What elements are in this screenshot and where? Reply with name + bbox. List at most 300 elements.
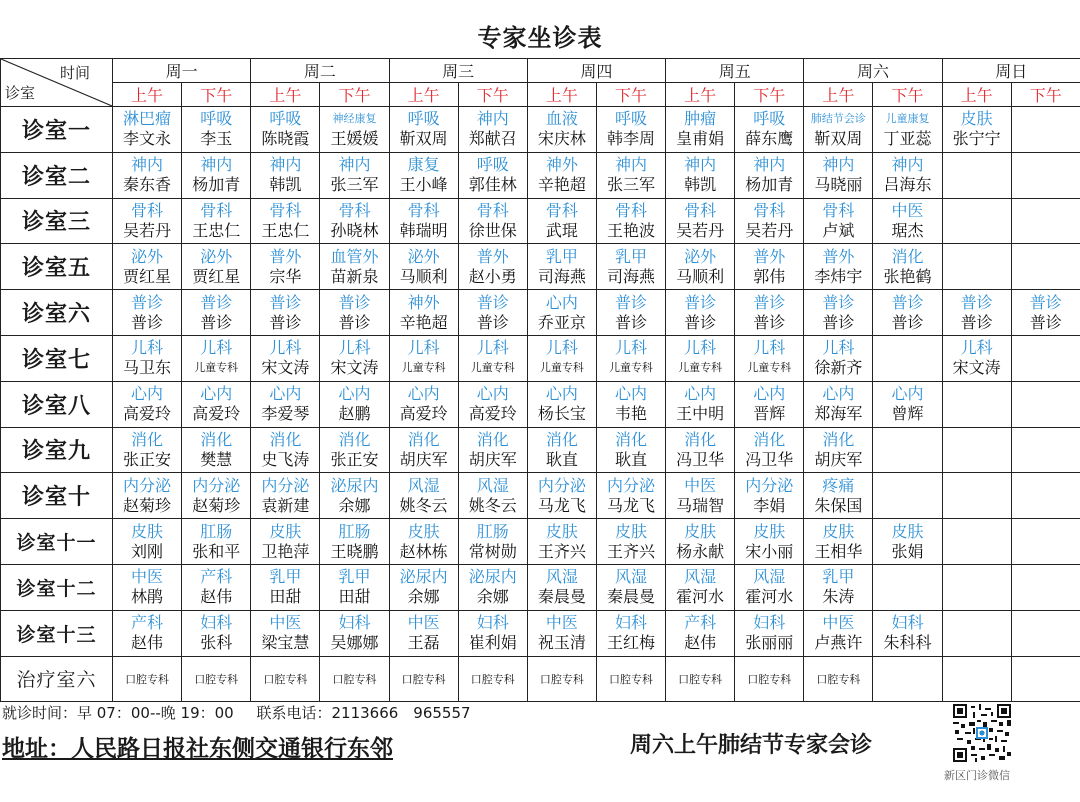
department-label: 泌尿内 xyxy=(399,567,448,587)
schedule-cell xyxy=(527,244,596,290)
treatment-cell xyxy=(320,656,389,701)
department-label: 骨科 xyxy=(476,200,509,220)
schedule-cell xyxy=(735,107,804,153)
department-label: 神内 xyxy=(891,155,924,175)
department-label: 骨科 xyxy=(753,200,786,220)
doctor-name: 祝玉清 xyxy=(537,633,586,653)
doctor-name: 张丽丽 xyxy=(745,633,794,653)
doctor-name: 史飞涛 xyxy=(261,449,310,469)
doctor-name: 姚冬云 xyxy=(399,495,448,515)
doctor-name: 余娜 xyxy=(407,587,440,607)
schedule-cell xyxy=(320,610,389,656)
schedule-cell xyxy=(320,427,389,473)
clinic-label: 口腔专科 xyxy=(401,672,446,686)
department-label: 产科 xyxy=(131,613,164,633)
department-label: 中医 xyxy=(407,613,440,633)
qr-code-icon[interactable] xyxy=(953,704,1011,762)
department-label: 神外 xyxy=(407,292,440,312)
department-label: 皮肤 xyxy=(891,521,924,541)
schedule-cell xyxy=(458,335,527,381)
doctor-name: 卢斌 xyxy=(822,220,855,240)
department-label: 呼吸 xyxy=(407,109,440,129)
doctor-name: 高爱玲 xyxy=(468,404,517,424)
schedule-cell xyxy=(182,290,251,336)
treatment-cell xyxy=(113,656,182,701)
schedule-cell xyxy=(389,473,458,519)
doctor-name: 王磊 xyxy=(407,633,440,653)
room-name: 诊室十二 xyxy=(1,564,113,610)
schedule-cell xyxy=(527,152,596,198)
room-row xyxy=(1,290,1080,336)
schedule-cell xyxy=(942,519,1011,565)
doctor-name: 杨加青 xyxy=(745,175,794,195)
schedule-cell xyxy=(251,152,320,198)
schedule-cell xyxy=(942,107,1011,153)
doctor-name: 曾辉 xyxy=(891,404,924,424)
schedule-cell xyxy=(182,198,251,244)
schedule-cell xyxy=(320,381,389,427)
schedule-cell xyxy=(1011,610,1080,656)
department-label: 神内 xyxy=(269,155,302,175)
doctor-name: 普诊 xyxy=(960,312,993,332)
department-label: 神内 xyxy=(614,155,647,175)
schedule-cell xyxy=(389,198,458,244)
schedule-cell xyxy=(113,473,182,519)
doctor-name: 晋辉 xyxy=(753,404,786,424)
doctor-name: 郑海军 xyxy=(814,404,863,424)
department-label: 儿科 xyxy=(960,338,993,358)
schedule-cell xyxy=(735,244,804,290)
doctor-name: 儿童专科 xyxy=(194,361,239,375)
doctor-name: 王红梅 xyxy=(606,633,655,653)
department-label: 普诊 xyxy=(960,292,993,312)
department-label: 中医 xyxy=(131,567,164,587)
clinic-label: 口腔专科 xyxy=(470,672,515,686)
department-label: 妇科 xyxy=(200,613,233,633)
schedule-cell xyxy=(458,519,527,565)
schedule-cell xyxy=(735,335,804,381)
schedule-cell xyxy=(873,290,942,336)
schedule-cell xyxy=(389,290,458,336)
doctor-name: 宋文涛 xyxy=(952,358,1001,378)
schedule-cell xyxy=(735,519,804,565)
department-label: 骨科 xyxy=(684,200,717,220)
doctor-name: 韩凯 xyxy=(269,175,302,195)
schedule-cell xyxy=(666,107,735,153)
doctor-name: 胡庆军 xyxy=(468,449,517,469)
schedule-cell xyxy=(596,473,665,519)
schedule-cell xyxy=(804,427,873,473)
schedule-cell xyxy=(320,335,389,381)
doctor-name: 陈晓霞 xyxy=(261,129,310,149)
schedule-cell xyxy=(113,244,182,290)
department-label: 骨科 xyxy=(545,200,578,220)
clinic-label: 口腔专科 xyxy=(539,672,584,686)
department-label: 心内 xyxy=(753,384,786,404)
schedule-cell xyxy=(942,152,1011,198)
department-label: 中医 xyxy=(269,613,302,633)
clinic-label: 口腔专科 xyxy=(332,672,377,686)
qr-caption: 新区门诊微信 xyxy=(944,769,1010,782)
department-label: 儿科 xyxy=(614,338,647,358)
contact-phone: 联系电话：2113666 965557 xyxy=(256,704,471,722)
schedule-cell xyxy=(804,381,873,427)
room-row xyxy=(1,564,1080,610)
morning-header: 上午 xyxy=(527,83,596,107)
schedule-cell xyxy=(873,335,942,381)
doctor-name: 林鹃 xyxy=(131,587,164,607)
room-row xyxy=(1,610,1080,656)
doctor-name: 靳双周 xyxy=(814,129,863,149)
department-label: 神内 xyxy=(753,155,786,175)
schedule-cell xyxy=(873,519,942,565)
room-name: 诊室十一 xyxy=(1,519,113,565)
department-label: 儿童康复 xyxy=(885,112,930,126)
schedule-cell xyxy=(182,427,251,473)
schedule-cell xyxy=(666,290,735,336)
department-label: 产科 xyxy=(684,613,717,633)
day-header: 周三 xyxy=(389,59,527,83)
schedule-cell xyxy=(458,152,527,198)
department-label: 皮肤 xyxy=(822,521,855,541)
afternoon-header: 下午 xyxy=(320,83,389,107)
schedule-cell xyxy=(873,152,942,198)
schedule-cell xyxy=(113,427,182,473)
schedule-cell xyxy=(735,198,804,244)
department-label: 普诊 xyxy=(200,292,233,312)
schedule-cell xyxy=(113,335,182,381)
clinic-label: 口腔专科 xyxy=(678,672,723,686)
schedule-cell xyxy=(527,519,596,565)
schedule-cell xyxy=(251,290,320,336)
doctor-name: 宗华 xyxy=(269,266,302,286)
schedule-cell xyxy=(320,290,389,336)
schedule-cell xyxy=(527,564,596,610)
doctor-name: 李爱琴 xyxy=(261,404,310,424)
schedule-cell xyxy=(873,427,942,473)
schedule-cell xyxy=(873,244,942,290)
treatment-cell xyxy=(942,656,1011,701)
doctor-name: 普诊 xyxy=(891,312,924,332)
doctor-name: 赵伟 xyxy=(131,633,164,653)
doctor-name: 儿童专科 xyxy=(401,361,446,375)
doctor-name: 秦晨曼 xyxy=(537,587,586,607)
morning-header: 上午 xyxy=(389,83,458,107)
schedule-cell xyxy=(666,610,735,656)
schedule-cell xyxy=(458,564,527,610)
schedule-cell xyxy=(873,564,942,610)
doctor-name: 宋小丽 xyxy=(745,541,794,561)
doctor-name: 武琨 xyxy=(545,220,578,240)
schedule-cell xyxy=(320,519,389,565)
schedule-cell xyxy=(1011,107,1080,153)
schedule-cell xyxy=(320,198,389,244)
department-label: 泌外 xyxy=(131,246,164,266)
department-label: 神经康复 xyxy=(332,112,377,126)
schedule-cell xyxy=(666,427,735,473)
schedule-cell xyxy=(735,152,804,198)
doctor-name: 王齐兴 xyxy=(537,541,586,561)
doctor-name: 赵伟 xyxy=(684,633,717,653)
schedule-cell xyxy=(251,519,320,565)
department-label: 神内 xyxy=(338,155,371,175)
doctor-name: 吴若丹 xyxy=(745,220,794,240)
doctor-name: 杨加青 xyxy=(192,175,241,195)
doctor-name: 杨永献 xyxy=(676,541,725,561)
room-name: 诊室六 xyxy=(1,290,113,336)
doctor-name: 司海燕 xyxy=(537,266,586,286)
schedule-cell xyxy=(596,519,665,565)
schedule-cell xyxy=(804,107,873,153)
schedule-cell xyxy=(666,335,735,381)
doctor-name: 韩凯 xyxy=(684,175,717,195)
doctor-name: 王忠仁 xyxy=(261,220,310,240)
department-label: 骨科 xyxy=(131,200,164,220)
schedule-cell xyxy=(320,152,389,198)
doctor-name: 王小峰 xyxy=(399,175,448,195)
doctor-name: 高爱玲 xyxy=(399,404,448,424)
doctor-name: 赵菊珍 xyxy=(192,495,241,515)
treatment-cell xyxy=(251,656,320,701)
schedule-table xyxy=(0,58,1080,702)
room-name: 诊室三 xyxy=(1,198,113,244)
doctor-name: 张娟 xyxy=(891,541,924,561)
department-label: 儿科 xyxy=(684,338,717,358)
schedule-cell xyxy=(389,381,458,427)
schedule-cell xyxy=(873,107,942,153)
department-label: 心内 xyxy=(684,384,717,404)
doctor-name: 宋文涛 xyxy=(330,358,379,378)
schedule-cell xyxy=(666,198,735,244)
department-label: 儿科 xyxy=(407,338,440,358)
schedule-cell xyxy=(527,610,596,656)
schedule-cell xyxy=(182,610,251,656)
department-label: 皮肤 xyxy=(614,521,647,541)
doctor-name: 普诊 xyxy=(753,312,786,332)
doctor-name: 王艳波 xyxy=(606,220,655,240)
doctor-name: 赵鹏 xyxy=(338,404,371,424)
clinic-label: 口腔专科 xyxy=(263,672,308,686)
doctor-name: 耿直 xyxy=(614,449,647,469)
department-label: 泌尿内 xyxy=(468,567,517,587)
doctor-name: 辛艳超 xyxy=(537,175,586,195)
doctor-name: 司海燕 xyxy=(606,266,655,286)
department-label: 妇科 xyxy=(614,613,647,633)
doctor-name: 秦东香 xyxy=(123,175,172,195)
doctor-name: 郑献召 xyxy=(468,129,517,149)
doctor-name: 李娟 xyxy=(753,495,786,515)
doctor-name: 丁亚蕊 xyxy=(883,129,932,149)
schedule-cell xyxy=(458,290,527,336)
treatment-cell xyxy=(527,656,596,701)
department-label: 心内 xyxy=(822,384,855,404)
department-label: 肛肠 xyxy=(476,521,509,541)
schedule-cell xyxy=(320,244,389,290)
schedule-cell xyxy=(389,244,458,290)
doctor-name: 张和平 xyxy=(192,541,241,561)
department-label: 产科 xyxy=(200,567,233,587)
department-label: 普诊 xyxy=(338,292,371,312)
department-label: 心内 xyxy=(891,384,924,404)
doctor-name: 张正安 xyxy=(330,449,379,469)
department-label: 儿科 xyxy=(545,338,578,358)
room-name: 诊室五 xyxy=(1,244,113,290)
schedule-cell xyxy=(873,198,942,244)
schedule-cell xyxy=(735,610,804,656)
room-row xyxy=(1,519,1080,565)
department-label: 康复 xyxy=(407,155,440,175)
schedule-cell xyxy=(1011,473,1080,519)
schedule-cell xyxy=(942,335,1011,381)
doctor-name: 普诊 xyxy=(684,312,717,332)
schedule-cell xyxy=(251,564,320,610)
doctor-name: 孙晓林 xyxy=(330,220,379,240)
doctor-name: 张三军 xyxy=(606,175,655,195)
schedule-cell xyxy=(113,290,182,336)
schedule-body xyxy=(1,107,1080,702)
schedule-cell xyxy=(596,107,665,153)
department-label: 内分泌 xyxy=(745,475,794,495)
doctor-name: 普诊 xyxy=(822,312,855,332)
department-label: 乳甲 xyxy=(614,246,647,266)
doctor-name: 儿童专科 xyxy=(539,361,584,375)
schedule-cell xyxy=(251,198,320,244)
department-label: 神内 xyxy=(822,155,855,175)
doctor-name: 王晓鹏 xyxy=(330,541,379,561)
doctor-name: 常树勋 xyxy=(468,541,517,561)
doctor-name: 冯卫华 xyxy=(745,449,794,469)
department-label: 内分泌 xyxy=(123,475,172,495)
department-label: 中医 xyxy=(822,613,855,633)
department-label: 普诊 xyxy=(269,292,302,312)
clinic-label: 口腔专科 xyxy=(194,672,239,686)
treatment-cell xyxy=(596,656,665,701)
schedule-cell xyxy=(527,198,596,244)
doctor-name: 霍河水 xyxy=(745,587,794,607)
department-label: 皮肤 xyxy=(960,109,993,129)
day-header: 周二 xyxy=(251,59,389,83)
department-label: 中医 xyxy=(684,475,717,495)
schedule-cell xyxy=(458,198,527,244)
doctor-name: 高爱玲 xyxy=(192,404,241,424)
department-label: 消化 xyxy=(269,429,302,449)
schedule-cell xyxy=(596,564,665,610)
department-label: 泌外 xyxy=(407,246,440,266)
schedule-cell xyxy=(1011,381,1080,427)
department-label: 神内 xyxy=(131,155,164,175)
doctor-name: 姚冬云 xyxy=(468,495,517,515)
schedule-cell xyxy=(666,152,735,198)
doctor-name: 吴若丹 xyxy=(123,220,172,240)
schedule-cell xyxy=(251,381,320,427)
schedule-cell xyxy=(113,381,182,427)
doctor-name: 马顺利 xyxy=(676,266,725,286)
day-header: 周四 xyxy=(527,59,665,83)
schedule-cell xyxy=(735,427,804,473)
department-label: 消化 xyxy=(753,429,786,449)
department-label: 普外 xyxy=(822,246,855,266)
department-label: 心内 xyxy=(407,384,440,404)
doctor-name: 吴若丹 xyxy=(676,220,725,240)
schedule-cell xyxy=(735,564,804,610)
schedule-cell xyxy=(182,564,251,610)
department-label: 骨科 xyxy=(407,200,440,220)
schedule-cell xyxy=(182,519,251,565)
afternoon-header: 下午 xyxy=(458,83,527,107)
department-label: 妇科 xyxy=(476,613,509,633)
treatment-cell xyxy=(389,656,458,701)
doctor-name: 赵林栋 xyxy=(399,541,448,561)
clinic-label: 口腔专科 xyxy=(747,672,792,686)
schedule-cell xyxy=(389,427,458,473)
department-label: 皮肤 xyxy=(545,521,578,541)
doctor-name: 靳双周 xyxy=(399,129,448,149)
schedule-cell xyxy=(251,473,320,519)
department-label: 儿科 xyxy=(200,338,233,358)
schedule-cell xyxy=(596,335,665,381)
schedule-cell xyxy=(113,519,182,565)
doctor-name: 郭伟 xyxy=(753,266,786,286)
department-label: 呼吸 xyxy=(200,109,233,129)
doctor-name: 儿童专科 xyxy=(470,361,515,375)
department-label: 心内 xyxy=(338,384,371,404)
morning-header: 上午 xyxy=(666,83,735,107)
department-label: 皮肤 xyxy=(269,521,302,541)
doctor-name: 崔利娟 xyxy=(468,633,517,653)
department-label: 消化 xyxy=(614,429,647,449)
schedule-cell xyxy=(527,381,596,427)
day-header: 周五 xyxy=(666,59,804,83)
schedule-cell xyxy=(735,290,804,336)
department-label: 内分泌 xyxy=(261,475,310,495)
treatment-cell xyxy=(458,656,527,701)
department-label: 神内 xyxy=(476,109,509,129)
department-label: 普诊 xyxy=(891,292,924,312)
clinic-label: 口腔专科 xyxy=(816,672,861,686)
schedule-cell xyxy=(942,564,1011,610)
room-name: 诊室一 xyxy=(1,107,113,153)
department-label: 皮肤 xyxy=(407,521,440,541)
schedule-cell xyxy=(389,610,458,656)
department-label: 心内 xyxy=(545,292,578,312)
doctor-name: 梁宝慧 xyxy=(261,633,310,653)
schedule-cell xyxy=(666,244,735,290)
page-title: 专家坐诊表 xyxy=(477,24,603,52)
clinic-label: 口腔专科 xyxy=(125,672,170,686)
schedule-cell xyxy=(942,427,1011,473)
schedule-cell xyxy=(596,198,665,244)
schedule-cell xyxy=(113,610,182,656)
schedule-cell xyxy=(596,610,665,656)
department-label: 妇科 xyxy=(338,613,371,633)
doctor-name: 胡庆军 xyxy=(814,449,863,469)
room-name: 诊室十三 xyxy=(1,610,113,656)
doctor-name: 李玉 xyxy=(200,129,233,149)
doctor-name: 宋庆林 xyxy=(537,129,586,149)
department-label: 消化 xyxy=(891,246,924,266)
department-label: 心内 xyxy=(476,384,509,404)
department-label: 心内 xyxy=(269,384,302,404)
department-label: 神内 xyxy=(200,155,233,175)
department-label: 泌外 xyxy=(684,246,717,266)
schedule-cell xyxy=(596,381,665,427)
department-label: 泌尿内 xyxy=(330,475,379,495)
room-row xyxy=(1,427,1080,473)
schedule-cell xyxy=(942,244,1011,290)
doctor-name: 马卫东 xyxy=(123,358,172,378)
department-label: 皮肤 xyxy=(131,521,164,541)
doctor-name: 耿直 xyxy=(545,449,578,469)
